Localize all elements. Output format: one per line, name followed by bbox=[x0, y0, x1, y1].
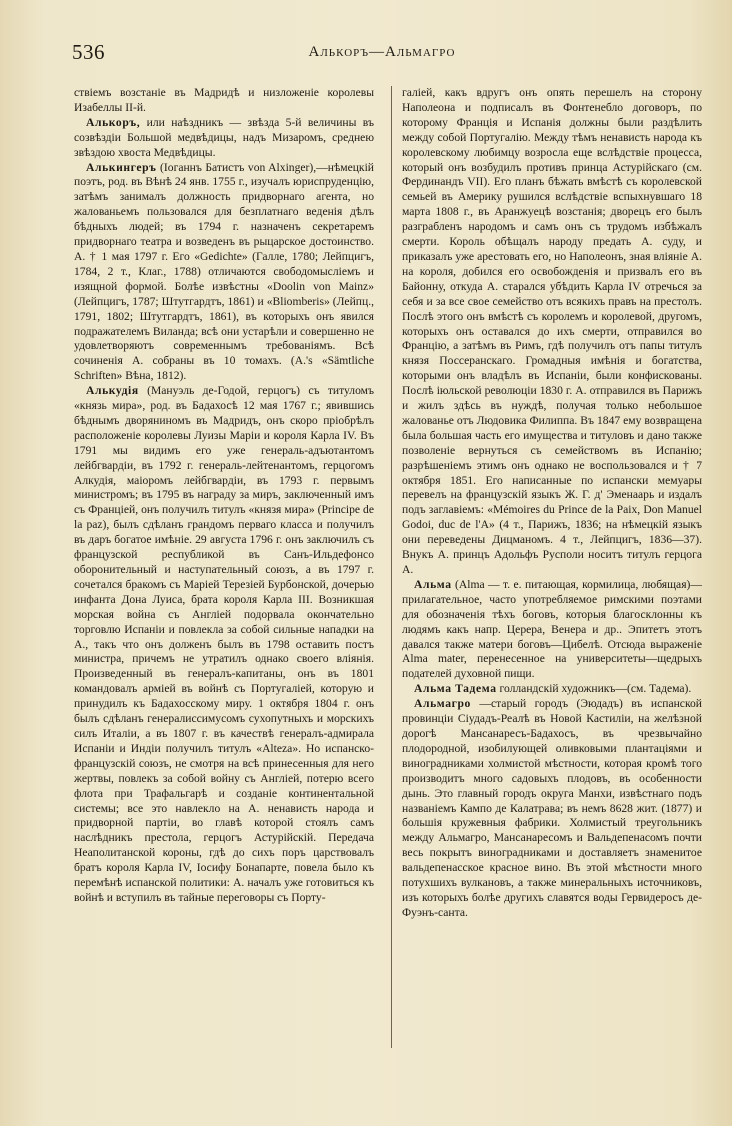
entry-alma bbox=[402, 578, 702, 682]
entry-alcudia bbox=[74, 384, 374, 906]
paragraph-text: галіей, какъ вдругъ онъ опять перешелъ на сторону Наполеона и подписалъ въ Фонтенебло договоръ, по которому Франція и Испанія должны были раздѣлить между собой Португалію. Между тѣмъ ненависть народа къ королевскому любимцу возросла еще вслѣдствіе процесса, который онъ возбудилъ противъ принца Астурійскаго (см. Фердинандъ VII). Его планъ бѣжать вмѣстѣ съ королевской семьей въ Америку рушился вслѣдствіе вспыхнувшаго 18 марта 1808 г., въ Аранжуецѣ возстанія; дворецъ его былъ разграбленъ народомъ и самъ онъ съ трудомъ избѣжалъ смерти. Король обѣщалъ народу предать А. суду, и приказалъ уже арестовать его, но Наполеонъ, зная вліяніе А. на короля, добился его освобожденія и призвалъ его въ Байонну, откуда А. старался убѣдить Карла IV отречься за себя и за все свое семейство отъ всякихъ правъ на престолъ. Послѣ этого онъ вмѣстѣ съ королемъ и королевой, другомъ, которыхъ онъ оставался до ихъ смерти, отправился во Францію, а затѣмъ въ Римъ, гдѣ получилъ отъ папы титулъ князя Поссеранскаго. Громадныя имѣнія и богатства, которыми онъ владѣлъ въ Испаніи, были конфискованы. Послѣ іюльской революціи 1830 г. А. отправился въ Парижъ и жилъ здѣсь въ нуждѣ, получая только небольшое жалованье отъ Людовика Филиппа. Въ 1847 ему возвращена была большая часть его имущества и титуловъ и дано также позволеніе вернуться съ семействомъ въ Испанію; разрѣшеніемъ этимъ онъ однако не воспользовался и † 7 октября 1851. Его написанные по испански мемуары перевелъ на французскій языкъ Ж. Г. д' Эменаарь и издалъ подъ заглавіемъ: «Mémoires du Prince de la Paix, Don Manuel Godoi, duc de l'A» (4 т., Парижъ, 1836; на нѣмецкій языкъ они переведены Дицманомъ. 4 т., Лейпцигъ, 1836—37). Внукъ А. принцъ Адольфъ Русполи носитъ титулъ герцога А. bbox=[402, 86, 702, 576]
page-header bbox=[72, 40, 692, 70]
entry-headword: Алькудія bbox=[86, 384, 139, 398]
entry-headword: Алькоръ, bbox=[86, 115, 141, 129]
entry-headword: Альма bbox=[414, 577, 452, 591]
entry-text: —старый городъ (Эюдадъ) въ испанской провинціи Сіудадъ-Реалѣ въ Новой Кастиліи, на желѣзной дорогѣ Мансанаресъ-Бадахосъ, въ чрезвычайно плодородной, изобилующей оливковыми плантаціями и виноградниками холмистой мѣстности, которая кромѣ того производитъ много садовыхъ плодовъ, въ особенности дынь. Это главный городъ округа Манхи, извѣстнаго подъ названіемъ Кампо де Калатрава; въ немъ 8628 жит. (1877) и большія кружевныя фабрики. Холмистый треугольникъ между Альмагро, Мансанаресомъ и Вальдепенасомъ почти весь покрытъ виноградниками и доставляетъ знаменитое вальдепенасское красное вино. Въ этой мѣстности много потухшихъ вулкановъ, а также минеральныхъ источниковъ, изъ которыхъ болѣе другихъ славятся воды Гервидеросъ де-Фуэнъ-санта. bbox=[402, 697, 702, 919]
right-column bbox=[402, 86, 702, 921]
entry-headword: Алькингеръ bbox=[86, 160, 157, 174]
entry-text: (Alma — т. е. питающая, кормилица, любящая)—прилагательное, часто употребляемое римскими поэтами для обозначенія тѣхъ боговъ, которыя благосклонны къ людямъ какъ напр. Церера, Венера и др.. Эпитетъ этотъ давался также матери боговъ—Цибелѣ. Отсюда выраженіе Alma mater, перенесенное на университеты—щедрыхъ подателей духовной пищи. bbox=[402, 577, 702, 681]
paragraph bbox=[402, 86, 702, 578]
entry-alkor bbox=[74, 116, 374, 161]
entry-text: (Мануэль де-Годой, герцогъ) съ титуломъ «князь мира», род. въ Бадахосѣ 12 мая 1767 г.; явившись бѣднымъ дворяниномъ въ Мадридъ, онъ скоро пріобрѣлъ расположеніе королевы Луизы Маріи и короля Карла IV. Въ 1791 мы видимъ его уже генераль-адъютантомъ лейбгвардіи, въ 1792 г. генераль-лейтенантомъ, герцогомъ Алкудія, маіоромъ лейбгвардіи, въ 1793 г. первымъ министромъ; въ 1795 въ награду за миръ, заключенный имъ съ Франціей, онъ получилъ титулъ «князя мира» (Principe de la paz), былъ сдѣланъ грандомъ перваго класса и получилъ въ даръ богатое имѣніе. 29 августа 1796 г. онъ заключилъ съ французской республикой въ Санъ-Ильдефонсо оборонительный и наступательный союзъ, а въ 1797 г. сочетался бракомъ съ Маріей Терезіей Бурбонской, дочерью инфанта Дона Луиса, брата короля Карла III. Возникшая морская война съ Англіей подорвала окончательно торговлю Испаніи и повлекла за собой сильные нападки на А., такъ что онъ долженъ былъ въ 1798 оставить постъ министра, причемъ не утратилъ однако своего вліянія. Произведенный въ генералъ-капитаны, онъ въ 1801 командовалъ арміей въ войнѣ съ Португаліей, которую и принудилъ къ Бадахосскому миру. 1 октября 1804 г. онъ былъ сдѣланъ генералиссимусомъ сухопутныхъ и морскихъ силъ Италіи, а въ 1807 г. въ качествѣ генералъ-адмирала Испаніи и Индіи получилъ титулъ «Alteza». Но испанско-французскій союзъ, не смотря на всѣ принесенныя для него жертвы, повлекъ за собой войну съ Англіей, потерю всего флота при Трафальгарѣ и созданіе континентальной системы; все это навлекло на А. ненависть народа и придворной партіи, во главѣ которой стоялъ самъ наслѣдникъ престола, герцогъ Астурійскій. Передача Неаполитанской короны, гдѣ до сихъ поръ царствовалъ братъ короля Карла IV, Іосифу Бонапарте, повела было къ перемѣнѣ испанской политики: А. началъ уже готовиться къ войнѣ и вступилъ въ тайные переговоры съ Порту- bbox=[74, 384, 374, 904]
column-divider bbox=[391, 86, 392, 1048]
entry-alma-tadema bbox=[402, 682, 702, 697]
entry-headword: Альмагро bbox=[414, 697, 471, 711]
entry-text: голландскій художникъ—(см. Тадема). bbox=[499, 682, 692, 696]
entry-text: или наѣздникъ — звѣзда 5-й величины въ созвѣздіи Большой медвѣдицы, надъ Мизаромъ, среднею звѣздою хвоста Медвѣдицы. bbox=[74, 115, 374, 159]
entry-almagro bbox=[402, 697, 702, 921]
paragraph-text: ствіемъ возстаніе въ Мадридѣ и низложеніе королевы Изабеллы II-й. bbox=[74, 86, 374, 114]
page-number: 536 bbox=[72, 40, 105, 64]
entry-alxinger bbox=[74, 161, 374, 385]
entry-headword: Альма Тадема bbox=[414, 682, 497, 696]
left-column bbox=[74, 86, 374, 906]
running-title: Алькоръ—Альмагро bbox=[308, 44, 456, 60]
entry-text: (Іоганнъ Батистъ von Alxinger),—нѣмецкій поэтъ, род. въ Вѣнѣ 24 янв. 1755 г., изучалъ юриспруденцію, затѣмъ занималъ должность придворнаго агента, но жалованьемъ пользовался для безплатнаго веденія дѣлъ бѣдныхъ людей; въ 1794 г. назначенъ секретаремъ придворнаго театра и возведенъ въ рыцарское достоинство. А. † 1 мая 1797 г. Его «Gedichte» (Галле, 1780; Лейпцигъ, 1784, 2 т., Клаг., 1788) отличаются свободомысліемъ и изящной формой. Болѣе извѣстны «Doolin von Mainz» (Лейпцигъ, 1787; Штутгардтъ, 1861) и «Bliomberis» (Лейпц., 1791, 1802; Штутгардтъ, 1861), въ которыхъ онъ явился подражателемъ Виланда; всѣ они устарѣли и совершенно не удовлетворяютъ современнымъ требованіямъ. Всѣ сочиненія А. собраны въ 10 томахъ. (A.'s «Sämtliche Schriften» Вѣна, 1812). bbox=[74, 160, 374, 383]
paragraph bbox=[74, 86, 374, 116]
